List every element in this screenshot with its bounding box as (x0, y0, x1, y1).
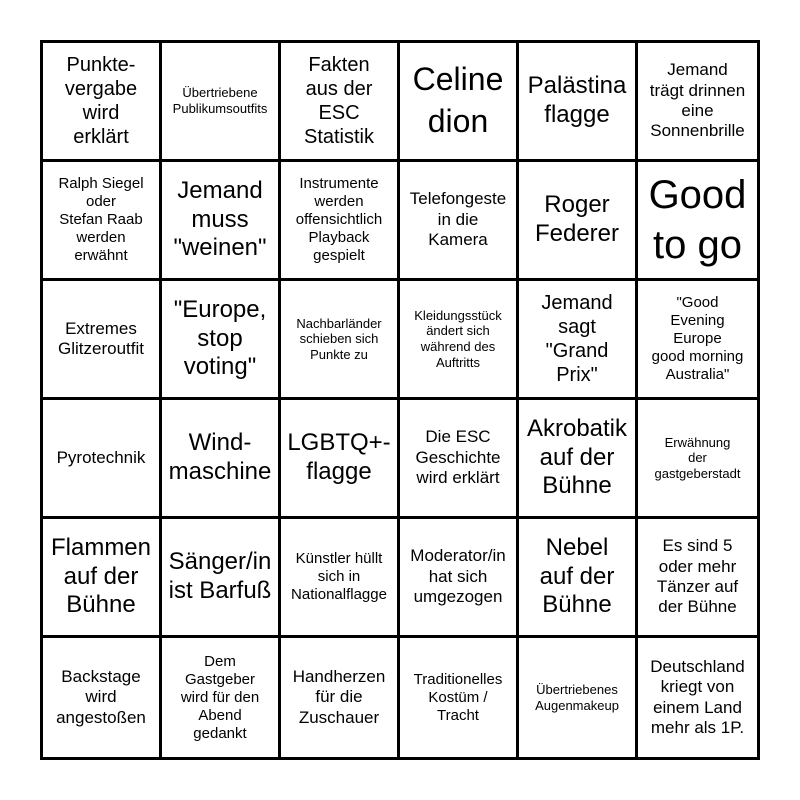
bingo-cell[interactable]: Kleidungsstück ändert sich während des Auftritts (400, 281, 519, 400)
bingo-cell[interactable]: Es sind 5 oder mehr Tänzer auf der Bühne (638, 519, 757, 638)
bingo-cell[interactable]: Moderator/in hat sich umgezogen (400, 519, 519, 638)
bingo-cell[interactable]: "Europe, stop voting" (162, 281, 281, 400)
bingo-cell[interactable]: Instrumente werden offensichtlich Playback gespielt (281, 162, 400, 281)
bingo-cell[interactable]: LGBTQ+- flagge (281, 400, 400, 519)
bingo-cell[interactable]: Jemand muss "weinen" (162, 162, 281, 281)
bingo-cell[interactable]: Jemand sagt "Grand Prix" (519, 281, 638, 400)
bingo-cell[interactable]: Künstler hüllt sich in Nationalflagge (281, 519, 400, 638)
bingo-cell[interactable]: Deutschland kriegt von einem Land mehr als 1P. (650, 656, 745, 737)
bingo-cell[interactable]: Telefongeste in die Kamera (400, 162, 519, 281)
bingo-cell[interactable]: Palästina flagge (519, 43, 638, 162)
bingo-cell[interactable]: Flammen auf der Bühne (43, 519, 162, 638)
bingo-cell[interactable]: Good to go (638, 162, 757, 281)
bingo-cell[interactable]: Jemand trägt drinnen eine Sonnenbrille (638, 43, 757, 162)
bingo-grid (40, 40, 760, 760)
bingo-cell[interactable]: "Good Evening Europe good morning Australia" (638, 281, 757, 400)
bingo-cell[interactable]: Dem Gastgeber wird für den Abend gedankt (162, 638, 281, 757)
bingo-cell[interactable]: Akrobatik auf der Bühne (519, 400, 638, 519)
bingo-cell[interactable]: Übertriebenes Augenmakeup (519, 638, 638, 757)
bingo-cell[interactable]: Wind- maschine (162, 400, 281, 519)
bingo-cell[interactable]: Roger Federer (519, 162, 638, 281)
bingo-cell[interactable]: Erwähnung der gastgeberstadt (638, 400, 757, 519)
bingo-cell[interactable]: Pyrotechnik (43, 400, 162, 519)
bingo-cell[interactable]: Backstage wird angestoßen (43, 638, 162, 757)
bingo-cell[interactable]: Übertriebene Publikumsoutfits (162, 43, 281, 162)
bingo-cell[interactable]: Sänger/in ist Barfuß (162, 519, 281, 638)
bingo-cell[interactable]: Fakten aus der ESC Statistik (281, 43, 400, 162)
bingo-cell[interactable]: Extremes Glitzeroutfit (43, 281, 162, 400)
bingo-cell[interactable]: Ralph Siegel oder Stefan Raab werden erwähnt (43, 162, 162, 281)
bingo-cell[interactable]: Celine dion (400, 43, 519, 162)
bingo-cell[interactable]: Handherzen für die Zuschauer (281, 638, 400, 757)
bingo-cell[interactable]: Nebel auf der Bühne (519, 519, 638, 638)
bingo-cell[interactable]: Nachbarländer schieben sich Punkte zu (281, 281, 400, 400)
bingo-cell[interactable]: Die ESC Geschichte wird erklärt (400, 400, 519, 519)
bingo-cell[interactable]: Traditionelles Kostüm / Tracht (400, 638, 519, 757)
bingo-cell[interactable]: Punkte- vergabe wird erklärt (43, 43, 162, 162)
